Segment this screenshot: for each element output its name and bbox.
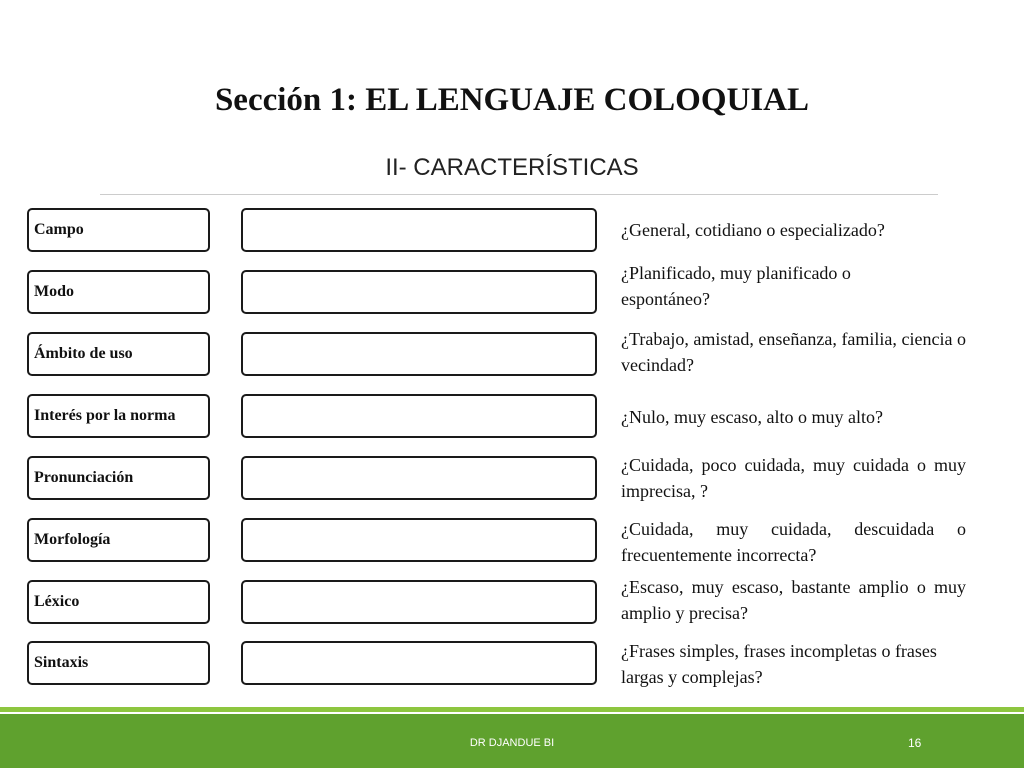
- label-sintaxis: Sintaxis: [27, 641, 210, 685]
- question-morfologia: ¿Cuidada, muy cuidada, descuidada o frecuentemente incorrecta?: [621, 519, 966, 565]
- slide-title: Sección 1: EL LENGUAJE COLOQUIAL: [214, 82, 810, 118]
- label-campo: Campo: [27, 208, 210, 252]
- answer-box-lexico[interactable]: [241, 580, 597, 624]
- page-number: 16: [908, 736, 922, 750]
- question-ambito-de-uso: ¿Trabajo, amistad, enseñanza, familia, ciencia o vecindad?: [621, 329, 966, 375]
- label-interes-por-la-norma: Interés por la norma: [27, 394, 210, 438]
- label-morfologia: Morfología: [27, 518, 210, 562]
- question-modo: ¿Planificado, muy planificado o espontáneo?: [621, 263, 851, 309]
- label-pronunciacion: Pronunciación: [27, 456, 210, 500]
- answer-box-pronunciacion[interactable]: [241, 456, 597, 500]
- label-lexico: Léxico: [27, 580, 210, 624]
- label-modo: Modo: [27, 270, 210, 314]
- answer-box-modo[interactable]: [241, 270, 597, 314]
- question-sintaxis: ¿Frases simples, frases incompletas o frases largas y complejas?: [621, 641, 937, 687]
- question-campo: ¿General, cotidiano o especializado?: [621, 220, 885, 240]
- question-interes-por-la-norma: ¿Nulo, muy escaso, alto o muy alto?: [621, 407, 883, 427]
- question-pronunciacion: ¿Cuidada, poco cuidada, muy cuidada o muy imprecisa, ?: [621, 455, 966, 501]
- title-divider: [100, 194, 938, 195]
- answer-box-ambito-de-uso[interactable]: [241, 332, 597, 376]
- label-ambito-de-uso: Ámbito de uso: [27, 332, 210, 376]
- answer-box-morfologia[interactable]: [241, 518, 597, 562]
- answer-box-interes-por-la-norma[interactable]: [241, 394, 597, 438]
- footer-author: DR DJANDUE BI: [469, 737, 555, 749]
- footer-accent-line: [0, 707, 1024, 712]
- slide-subtitle: II- CARACTERÍSTICAS: [385, 154, 639, 181]
- question-lexico: ¿Escaso, muy escaso, bastante amplio o muy amplio y precisa?: [621, 577, 966, 623]
- answer-box-sintaxis[interactable]: [241, 641, 597, 685]
- answer-box-campo[interactable]: [241, 208, 597, 252]
